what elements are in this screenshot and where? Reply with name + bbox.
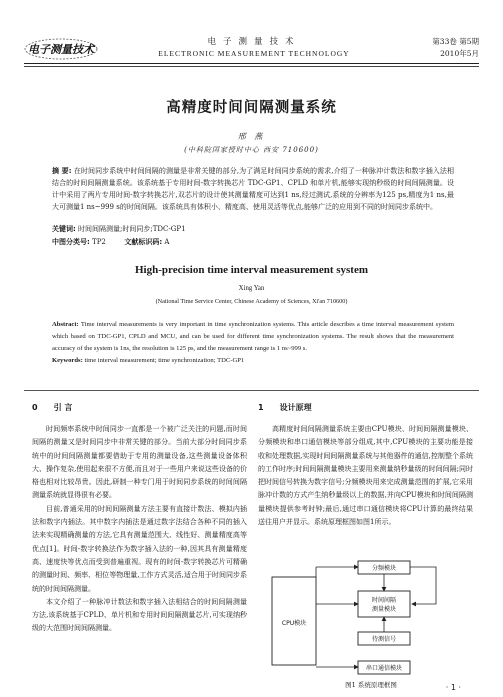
classification-line	[52, 236, 454, 248]
cpu-label: CPU模块	[281, 620, 307, 627]
abstract-separator	[24, 390, 479, 391]
journal-name-en: ELECTRONIC MEASUREMENT TECHNOLOGY	[158, 49, 350, 58]
body-paragraph: 时间频率系统中时间同步一直都是一个被广泛关注的问题,而时间间隔的测量又是时间同步中非常关键的部分。当前大部分时间同步系统中的时间间隔测量都要借助于专用的测量设备,这些测量设备体积大、操作复杂,使用起来很不方便,而且对于一些用户来说这些设备的价格也相对比较昂贵。因此,研制一种专门用于时间同步系统的时间间隔测量系统就显得很有必要。	[32, 425, 247, 500]
journal-name	[130, 36, 378, 60]
abstract-text: 在时间同步系统中时间间隔的测量是非常关键的部分,为了满足时间同步系统的需求,介绍了一种脉冲计数法和数字插入法相结合的时间间隔测量系统。该系统基于专用时间-数字转换芯片 TDC-GP1、CPLD 和单片机,能够实现纳秒级的时间间隔测量。设计中采用了两片专用时间-数字转换芯片,双芯片的设计使其测量精度可达到1 ns,经过测试,系统的分辨率为125 ps,精度为1 ns,最大可测量1 ns~999 s的时间间隔。该系统具有体积小、精度高、使用灵活等优点,能够广泛的应用到不同的时间同步系统中。	[52, 167, 454, 212]
section-title: 引 言	[53, 403, 73, 412]
keywords-text: 时间间隔测量;时间同步;TDC-GP1	[78, 225, 186, 233]
tdc-label-line: 时间间隔	[371, 597, 397, 604]
abstract-cn	[52, 165, 454, 213]
paper-author: 邢 燕	[237, 132, 266, 141]
header-rule-thin	[24, 66, 479, 67]
english-abstract	[52, 319, 454, 367]
abstract-label: 摘 要:	[52, 167, 72, 175]
connector-arrow	[410, 567, 436, 604]
paper-title: 高精度时间间隔测量系统	[166, 100, 337, 116]
english-author: Xing Yan	[238, 285, 265, 292]
body-paragraph: 本文介绍了一种脉冲计数法和数字插入法相结合的时间间隔测量方法,该系统基于CPLD、单片机和专用时间间隔测量芯片,可实现纳秒级的大范围时间间隔测量。	[32, 597, 247, 633]
english-keywords-label: Keywords:	[52, 357, 83, 365]
clc-label: 中图分类号:	[52, 238, 90, 246]
doc-code-value: A	[164, 238, 170, 246]
doc-code-label: 文献标识码:	[124, 238, 163, 246]
volume-issue: 第33卷 第5期	[432, 37, 479, 46]
section-number: 1	[258, 403, 264, 412]
section-1-heading	[258, 400, 473, 416]
english-keywords-text: time interval measurement; time synchronization; TDC-GP1	[84, 357, 245, 365]
clc-value: TP2	[92, 238, 106, 246]
tdc-label-line: 测量模块	[371, 606, 397, 613]
body-paragraph: 高精度时间间隔测量系统主要由CPU模块、时间间隔测量模块、分频模块和串口通信模块等部分组成,其中,CPU模块的主要功能是接收和处理数据,实现时间间隔测量系统与其他器件的通信,控制整个系统的工作时序;时间间隔测量模块主要用来测量纳秒量级的时间间隔;同时把时间信号转换为数字信号;分频模块用来完成测量范围的扩展,它采用脉冲计数的方式产生纳秒量级以上的数据,并向CPU模块和时间间隔测量模块提供参考时钟;最后,通过串口通信模块将CPU计算的最终结果送往用户并显示。系统原理框图如图1所示。	[258, 425, 473, 527]
section-0-heading	[32, 400, 247, 416]
body-paragraph: 目前,普通采用的时间间隔测量方法主要有直接计数法、模拟内插法和数字内插法。其中数字内插法是通过数字法结合各种不同的插入法来实现精确测量的方法,它具有测量范围大、线性好、测量精度高等优点[1]。时间-数字转换法作为数字插入法的一种,因其具有测量精度高、速度快等优点而受到普遍重视。现有的时间-数字转换芯片可精确的测量时间、频率、相位等物理量,工作方式灵活,适合用于时间同步系统的时间间隔测量。	[32, 504, 247, 593]
issue-info	[432, 36, 479, 60]
header-rule	[24, 63, 479, 64]
english-affiliation: (National Time Service Center, Chinese Academy of Sciences, Xi'an 710600)	[155, 298, 348, 305]
right-column	[258, 400, 473, 529]
journal-logo	[24, 38, 98, 60]
page-number: · 1 ·	[445, 683, 461, 692]
section-title: 设计原理	[279, 403, 312, 412]
english-abstract-label: Abstract:	[52, 321, 79, 328]
system-block-diagram	[266, 557, 476, 679]
keywords-cn	[52, 223, 454, 235]
paper-affiliation: (中科院国家授时中心 西安 710600)	[184, 146, 319, 154]
section-number: 0	[32, 403, 38, 412]
english-abstract-text: Time interval measurements is very important in time synchronization systems. This article describes a time interval measurement system which based on TDC-GP1, CPLD and MCU, and can be used for different time synchronization systems. The result shows that the measurement accuracy of the system is 1ns, the resolution is 125 ps, and the measurement range is 1 ns~999 s.	[52, 321, 455, 353]
english-title: High-precision time interval measurement system	[135, 264, 368, 276]
tdc-block	[358, 591, 410, 617]
figure-caption: 图1 系统原理框图	[345, 681, 397, 689]
left-column	[32, 400, 247, 636]
keywords-label: 关键词:	[52, 225, 76, 233]
journal-logo-text: 电子测量技术	[28, 43, 94, 56]
divider-label: 分频模块	[371, 565, 397, 572]
serial-label: 串口通信模块	[365, 665, 403, 672]
issue-date: 2010年5月	[440, 49, 479, 58]
signal-label: 待测信号	[371, 636, 397, 643]
journal-name-cn: 电子测量技术	[207, 37, 301, 47]
